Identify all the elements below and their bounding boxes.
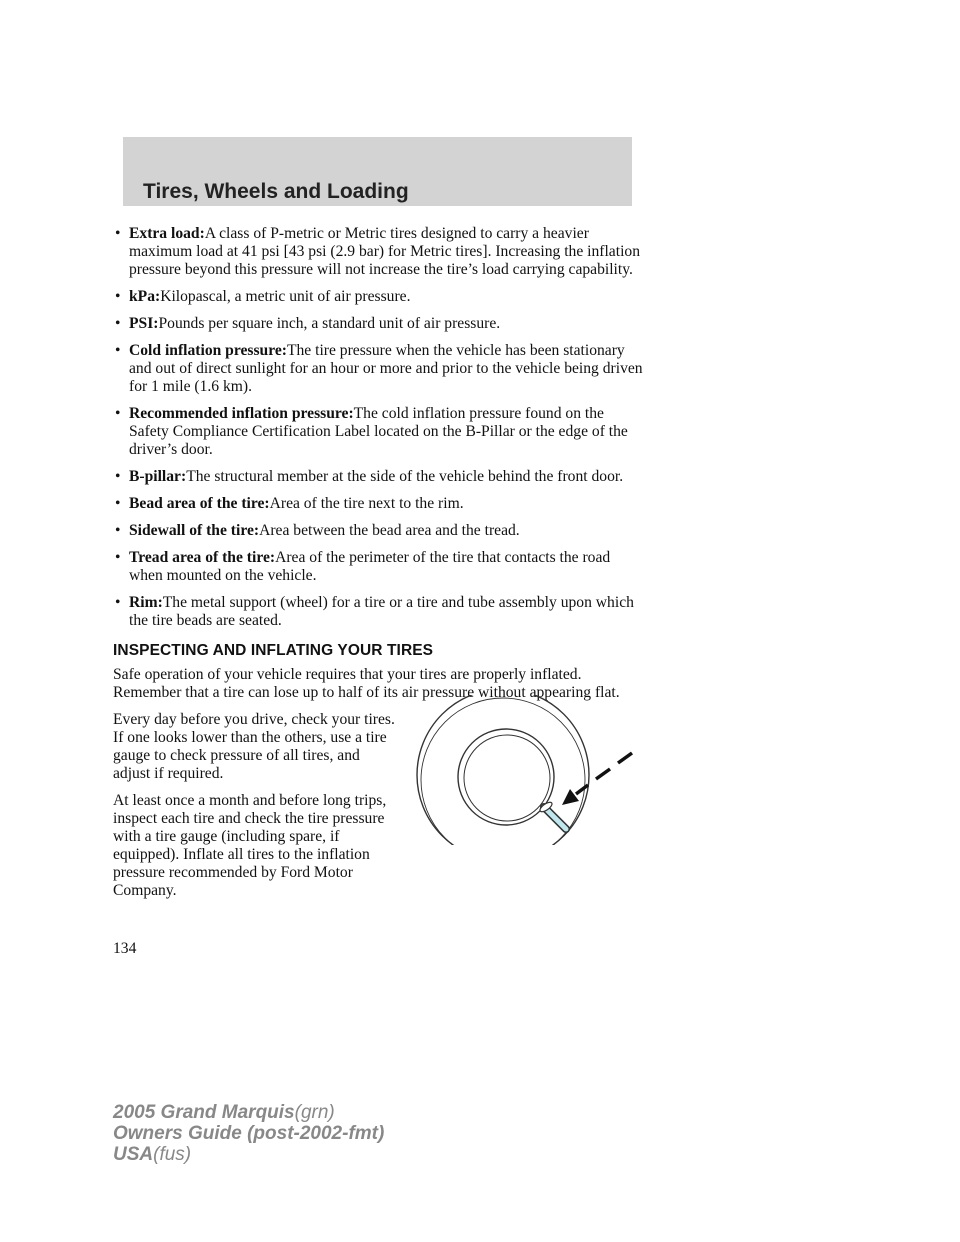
definition-text: Kilopascal, a metric unit of air pressure. (160, 288, 411, 305)
bullet-icon: • (115, 468, 121, 485)
definition-term: Recommended inflation pressure: (129, 405, 354, 422)
body-paragraph: At least once a month and before long trips, inspect each tire and check the tire pressure with a tire gauge (including spare, if equipped). Inflate all tires to the inflation pressure recommended by Ford Motor Company. (113, 792, 387, 899)
bullet-icon: • (115, 225, 121, 242)
definition-item (113, 468, 643, 486)
body-paragraph: Safe operation of your vehicle requires that your tires are properly inflated. Remember that a tire can lose up to half of its air pressure without appearing flat. (113, 666, 620, 701)
definition-list (113, 225, 643, 630)
bullet-icon: • (115, 288, 121, 305)
page-number: 134 (113, 940, 137, 957)
definition-text: Area of the tire next to the rim. (269, 495, 464, 512)
definition-text: Area between the bead area and the tread. (259, 522, 520, 539)
bullet-icon: • (115, 522, 121, 539)
valve-stem-icon (539, 801, 566, 829)
footer-line: Owners Guide (post-2002-fmt) (113, 1123, 385, 1144)
definition-item (113, 405, 643, 459)
bullet-icon: • (115, 495, 121, 512)
definition-term: Sidewall of the tire: (129, 522, 260, 539)
definition-text: A class of P-metric or Metric tires designed to carry a heavier maximum load at 41 psi [43 psi (2.9 bar) for Metric tires]. Increasing the inflation pressure beyond this pressure will not increase the tire’s load carrying capability. (129, 225, 640, 278)
definition-term: Rim: (129, 594, 163, 611)
definition-item (113, 342, 643, 396)
document-footer (113, 1102, 384, 1165)
definition-text: The cold inflation pressure found on the Safety Compliance Certification Label located on the B-Pillar or the edge of the driver’s door. (129, 405, 628, 458)
definition-term: B-pillar: (129, 468, 187, 485)
tire-gauge-illustration-icon (406, 695, 636, 845)
definition-term: Tread area of the tire: (129, 549, 276, 566)
definition-item (113, 522, 643, 540)
definition-item (113, 549, 643, 585)
section-heading: INSPECTING AND INFLATING YOUR TIRES (113, 642, 434, 659)
definition-term: PSI: (129, 315, 159, 332)
bullet-icon: • (115, 594, 121, 611)
bullet-icon: • (115, 549, 121, 566)
definition-item (113, 288, 643, 306)
arrow-icon (562, 753, 632, 805)
definition-item (113, 225, 643, 279)
definition-item (113, 495, 643, 513)
definition-term: kPa: (129, 288, 161, 305)
section-title: Tires, Wheels and Loading (143, 180, 409, 203)
bullet-icon: • (115, 315, 121, 332)
definition-item (113, 594, 643, 630)
definition-text: The metal support (wheel) for a tire or a tire and tube assembly upon which the tire beads are seated. (129, 594, 634, 629)
definition-text: The structural member at the side of the vehicle behind the front door. (186, 468, 624, 485)
definition-text: Area of the perimeter of the tire that contacts the road when mounted on the vehicle. (129, 549, 611, 584)
definition-term: Extra load: (129, 225, 205, 242)
definition-term: Bead area of the tire: (129, 495, 270, 512)
definition-text: The tire pressure when the vehicle has been stationary and out of direct sunlight for an hour or more and prior to the vehicle being driven for 1 mile (1.6 km). (129, 342, 643, 395)
bullet-icon: • (115, 342, 121, 359)
definition-text: Pounds per square inch, a standard unit of air pressure. (158, 315, 501, 332)
footer-line: 2005 Grand Marquis(grn) (113, 1102, 335, 1123)
body-paragraph: Every day before you drive, check your tires. If one looks lower than the others, use a tire gauge to check pressure of all tires, and adjust if required. (113, 711, 395, 782)
bullet-icon: • (115, 405, 121, 422)
footer-line: USA(fus) (113, 1144, 192, 1165)
definition-term: Cold inflation pressure: (129, 342, 287, 359)
definition-item (113, 315, 643, 333)
